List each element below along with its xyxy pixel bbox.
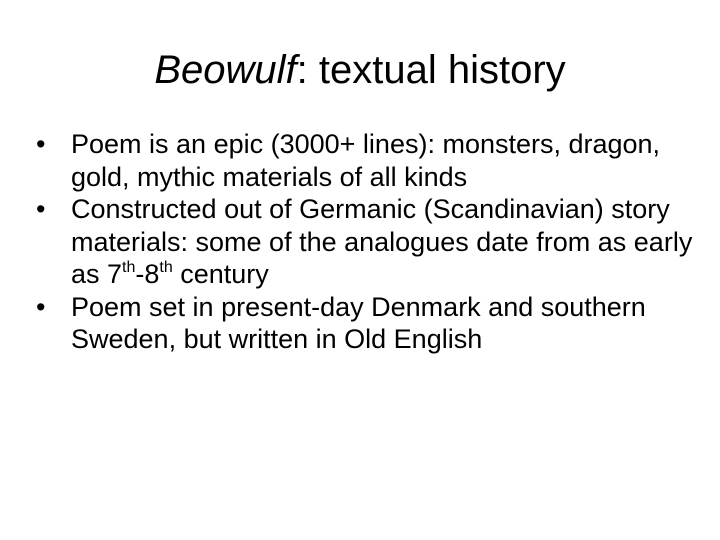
slide-title-italic: Beowulf xyxy=(154,48,297,92)
bullet-item-3 xyxy=(36,291,696,356)
slide-title-rest: : textual history xyxy=(296,48,566,92)
bullet-sup-th-2: th xyxy=(159,259,173,276)
bullet-text-1: Poem is an epic (3000+ lines): monsters, dragon, gold, mythic materials of all kinds xyxy=(71,129,661,192)
bullet-text-3: Poem set in present-day Denmark and southern Sweden, but written in Old English xyxy=(71,291,646,354)
slide-title xyxy=(0,44,720,96)
bullet-sup-th-1: th xyxy=(122,259,136,276)
bullet-text-2b: -8 xyxy=(135,259,160,289)
bullet-item-1 xyxy=(36,128,696,193)
bullet-text-2a: Constructed out of Germanic (Scandinavian) story materials: some of the analogues date from as early as 7 xyxy=(71,194,693,289)
bullet-list xyxy=(36,128,696,356)
bullet-item-2 xyxy=(36,193,696,291)
bullet-text-2c: century xyxy=(172,259,269,289)
bullet-icon: • xyxy=(36,194,46,224)
bullet-icon: • xyxy=(36,291,46,322)
bullet-icon: • xyxy=(36,129,46,159)
